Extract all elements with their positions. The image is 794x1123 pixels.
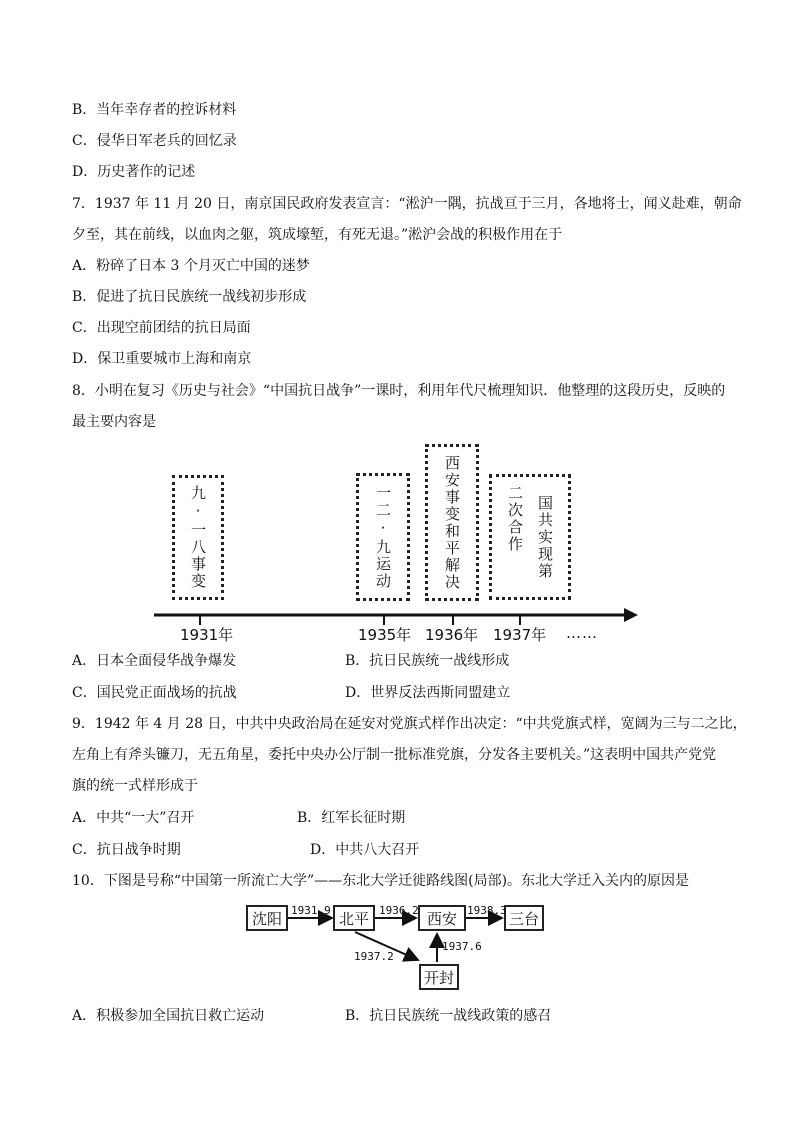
timeline-year-1937: 1937年 xyxy=(493,626,547,644)
route-date-1937-6: 1937.6 xyxy=(442,940,482,953)
q9-option-b: B．红军长征时期 xyxy=(297,810,406,826)
route-date-1931-9: 1931.9 xyxy=(291,904,331,917)
timeline-year-1935: 1935年 xyxy=(358,626,412,644)
q9-option-c: C．抗日战争时期 xyxy=(72,842,181,858)
q6-option-d: D．历史著作的记述 xyxy=(72,164,196,180)
city-xian: 西安 xyxy=(418,905,466,931)
timeline-box-cooperation xyxy=(489,474,571,600)
route-date-1936-2: 1936.2 xyxy=(379,904,419,917)
timeline-box-xian xyxy=(425,444,479,601)
timeline-box-918 xyxy=(172,475,224,600)
q6-option-c: C．侵华日军老兵的回忆录 xyxy=(72,133,237,149)
q10-stem: 10．下图是号称“中国第一所流亡大学”——东北大学迁徙路线图(局部)。东北大学迁入关内的原因是 xyxy=(72,873,690,889)
q9-option-d: D．中共八大召开 xyxy=(310,842,420,858)
q7-stem-line1: 7．1937 年 11 月 20 日，南京国民政府发表宣言：“淞沪一隅，抗战亘于三月，各地将士，闻义赴难，朝命 xyxy=(72,196,742,212)
city-shenyang: 沈阳 xyxy=(246,905,288,931)
timeline-box-918-label: 九·一八事变 xyxy=(189,485,207,590)
timeline-box-cooperation-col1: 国共实现第 xyxy=(536,494,554,580)
q6-option-b: B．当年幸存者的控诉材料 xyxy=(72,102,237,118)
timeline-box-129 xyxy=(356,473,410,601)
q10-option-b: B．抗日民族统一战线政策的感召 xyxy=(345,1008,552,1024)
city-santai: 三台 xyxy=(504,905,544,931)
q8-option-d: D．世界反法西斯同盟建立 xyxy=(345,685,511,701)
q7-option-b: B．促进了抗日民族统一战线初步形成 xyxy=(72,289,307,305)
route-date-1937-2: 1937.2 xyxy=(354,950,394,963)
q8-stem-line2: 最主要内容是 xyxy=(72,414,156,430)
q8-stem-line1: 8．小明在复习《历史与社会》“中国抗日战争”一课时，利用年代尺梳理知识．他整理的这段历史，反映的 xyxy=(72,383,726,399)
q9-stem-line2: 左角上有斧头镰刀，无五角星，委托中央办公厅制一批标准党旗，分发各主要机关。”这表明中国共产党党 xyxy=(72,747,717,763)
q7-option-c: C．出现空前团结的抗日局面 xyxy=(72,320,251,336)
q9-stem-line1: 9．1942 年 4 月 28 日，中共中央政治局在延安对党旗式样作出决定：“中共党旗式样，宽阔为三与二之比， xyxy=(72,716,747,732)
q8-option-c: C．国民党正面战场的抗战 xyxy=(72,685,237,701)
city-kaifeng: 开封 xyxy=(419,964,459,990)
timeline-box-cooperation-col2: 二次合作 xyxy=(506,484,524,553)
timeline-year-1936: 1936年 xyxy=(425,626,479,644)
q10-option-a: A．积极参加全国抗日救亡运动 xyxy=(72,1008,265,1024)
city-beiping: 北平 xyxy=(333,905,375,931)
q8-option-a: A．日本全面侵华战争爆发 xyxy=(72,653,237,669)
route-date-1938-3: 1938.3 xyxy=(467,904,507,917)
q7-option-d: D．保卫重要城市上海和南京 xyxy=(72,351,252,367)
timeline-ellipsis: …… xyxy=(566,624,598,642)
q7-option-a: A．粉碎了日本 3 个月灭亡中国的迷梦 xyxy=(72,258,310,274)
timeline-box-xian-label: 西安事变和平解决 xyxy=(443,454,461,591)
timeline-year-1931: 1931年 xyxy=(180,626,234,644)
q9-stem-line3: 旗的统一式样形成于 xyxy=(72,778,198,794)
q9-option-a: A．中共“一大”召开 xyxy=(72,810,195,826)
q8-option-b: B．抗日民族统一战线形成 xyxy=(345,653,510,669)
q7-stem-line2: 夕至，其在前线，以血肉之躯，筑成壕堑，有死无退。”淞沪会战的积极作用在于 xyxy=(72,227,563,243)
timeline-box-129-label: 一二·九运动 xyxy=(374,484,392,590)
